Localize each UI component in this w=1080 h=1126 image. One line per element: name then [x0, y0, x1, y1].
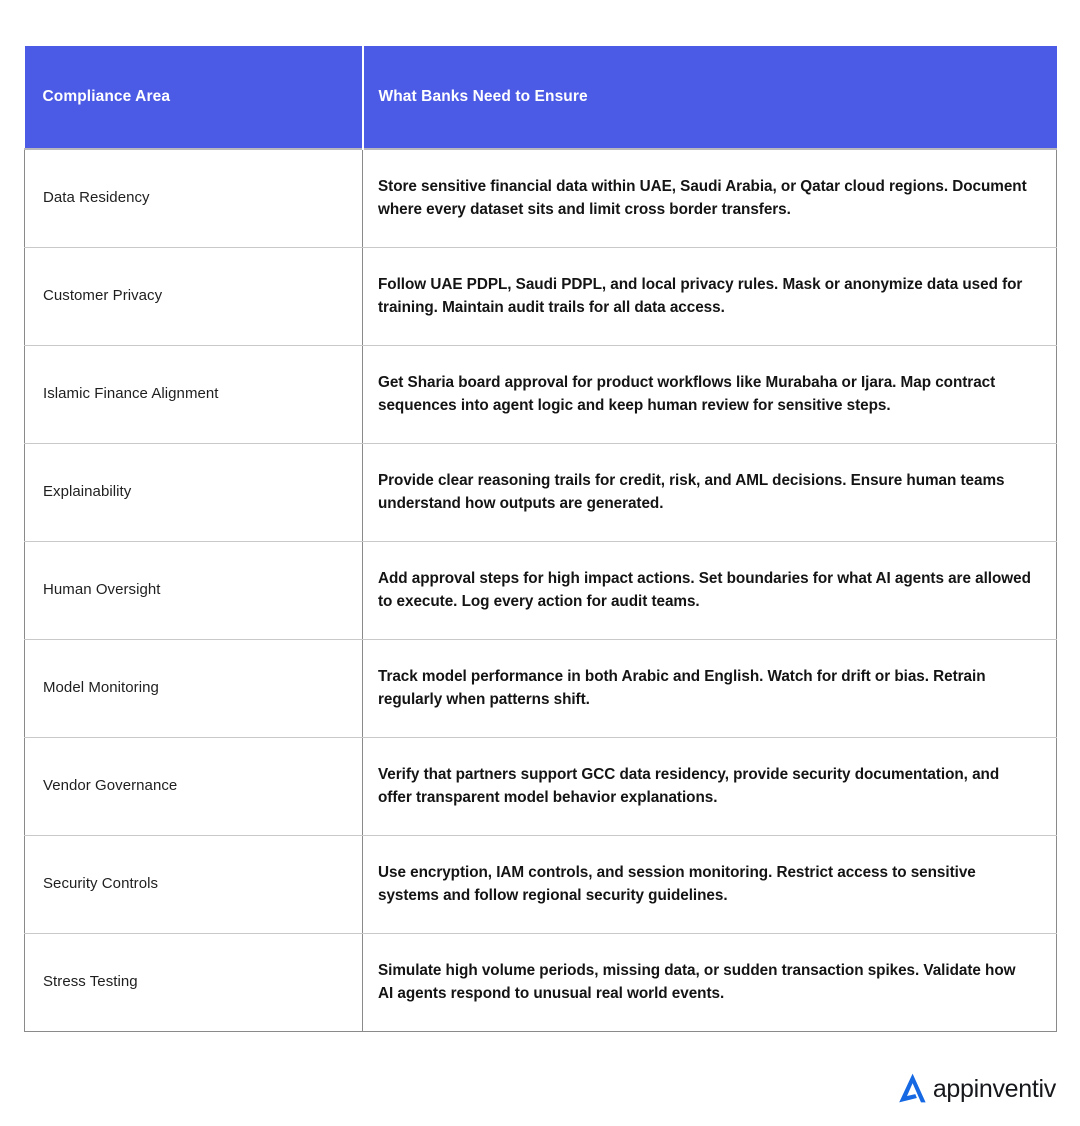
table-header: [25, 46, 1057, 149]
compliance-table: [24, 46, 1057, 1032]
column-header-what-banks-need-to-ensure: What Banks Need to Ensure: [363, 46, 1057, 149]
column-header-compliance-area: Compliance Area: [25, 46, 363, 149]
cell-compliance-area: Customer Privacy: [25, 247, 363, 345]
cell-what-banks-need-to-ensure: Get Sharia board approval for product workflows like Murabaha or Ijara. Map contract sequences into agent logic and keep human review for sensitive steps.: [363, 345, 1057, 443]
cell-what-banks-need-to-ensure: Follow UAE PDPL, Saudi PDPL, and local privacy rules. Mask or anonymize data used for training. Maintain audit trails for all data access.: [363, 247, 1057, 345]
table-row: [25, 345, 1057, 443]
cell-what-banks-need-to-ensure: Simulate high volume periods, missing data, or sudden transaction spikes. Validate how AI agents respond to unusual real world events.: [363, 933, 1057, 1031]
header-row: [25, 46, 1057, 149]
table-body: [25, 149, 1057, 1031]
cell-compliance-area: Security Controls: [25, 835, 363, 933]
cell-compliance-area: Model Monitoring: [25, 639, 363, 737]
cell-compliance-area: Explainability: [25, 443, 363, 541]
cell-what-banks-need-to-ensure: Store sensitive financial data within UAE, Saudi Arabia, or Qatar cloud regions. Document where every dataset sits and limit cross border transfers.: [363, 149, 1057, 247]
appinventiv-a-mark-icon: [896, 1072, 930, 1104]
cell-compliance-area: Data Residency: [25, 149, 363, 247]
cell-compliance-area: Human Oversight: [25, 541, 363, 639]
table-row: [25, 835, 1057, 933]
table-row: [25, 933, 1057, 1031]
table-row: [25, 737, 1057, 835]
cell-what-banks-need-to-ensure: Provide clear reasoning trails for credit, risk, and AML decisions. Ensure human teams understand how outputs are generated.: [363, 443, 1057, 541]
table-row: [25, 443, 1057, 541]
table-row: [25, 247, 1057, 345]
cell-what-banks-need-to-ensure: Verify that partners support GCC data residency, provide security documentation, and offer transparent model behavior explanations.: [363, 737, 1057, 835]
table-row: [25, 149, 1057, 247]
cell-what-banks-need-to-ensure: Use encryption, IAM controls, and session monitoring. Restrict access to sensitive systems and follow regional security guidelines.: [363, 835, 1057, 933]
compliance-table-container: [24, 46, 1056, 1032]
cell-compliance-area: Vendor Governance: [25, 737, 363, 835]
cell-compliance-area: Stress Testing: [25, 933, 363, 1031]
cell-compliance-area: Islamic Finance Alignment: [25, 345, 363, 443]
appinventiv-logo: [896, 1068, 1056, 1108]
cell-what-banks-need-to-ensure: Track model performance in both Arabic and English. Watch for drift or bias. Retrain regularly when patterns shift.: [363, 639, 1057, 737]
table-row: [25, 639, 1057, 737]
appinventiv-wordmark: appinventiv: [932, 1074, 1056, 1103]
cell-what-banks-need-to-ensure: Add approval steps for high impact actions. Set boundaries for what AI agents are allowed to execute. Log every action for audit teams.: [363, 541, 1057, 639]
table-row: [25, 541, 1057, 639]
